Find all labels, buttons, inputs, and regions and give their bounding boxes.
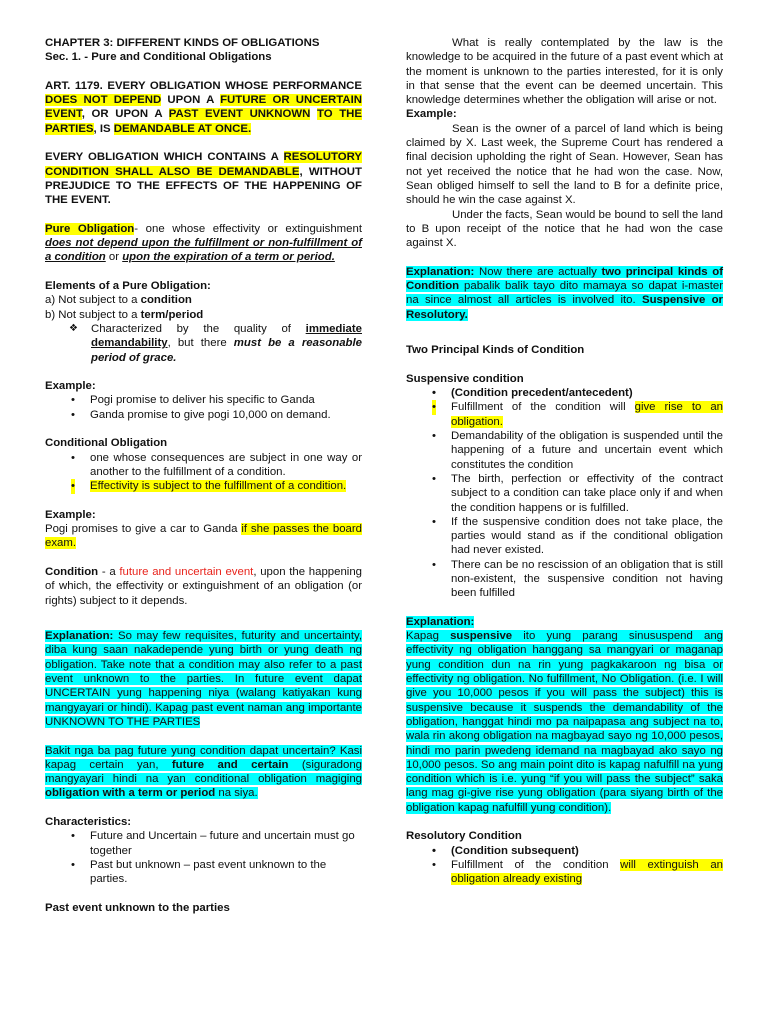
list-item: • Ganda promise to give pogi 10,000 on demand. [71, 408, 331, 421]
bullet-icon: • [432, 430, 436, 443]
list-item: • The birth, perfection or effectivity of the contract subject to a condition can take place only if and when the condition happens or is fulfilled. [432, 472, 723, 514]
conditional-obligation-title: Conditional Obligation [45, 437, 168, 450]
example-title: Example: [406, 108, 457, 121]
condition-definition: Condition - a future and uncertain event, upon the happening of which, the effectivity or extinguishment of an obligation (or rights) subject to it depends. [45, 565, 362, 607]
example-paragraph: Sean is the owner of a parcel of land which is being claimed by X. Last week, the Supreme Court has rendered a final decision upholding the right of Sean. However, Sean has not yet received the notice that he had won the case. Now, Sean obliged himself to sell the land to B for a definite price, should he win the case against X. [406, 122, 723, 207]
bullet-icon: • [71, 480, 75, 493]
article-paragraph-2: EVERY OBLIGATION WHICH CONTAINS A RESOLUTORY CONDITION SHALL ALSO BE DEMANDABLE, WITHOUT PREJUDICE TO THE EFFECTS OF THE HAPPENING OF THE EVENT. [45, 151, 362, 207]
explanation-paragraph: Explanation: So may few requisites, futurity and uncertainty, diba kung saan nakadepende yung birth or yung death ng obligation. Take note that a condition may also refer to a past event unknown to the parties. In future event dapat UNCERTAIN yung happening niya (walang katiyakan kung mangyayari or hindi). Kapag past event naman ang importante UNKNOWN TO THE PARTIES [45, 630, 362, 728]
bullet-icon: • [432, 401, 436, 414]
list-item: • Fulfillment of the condition will give rise to an obligation. [432, 401, 723, 428]
bullet-icon: • [432, 515, 436, 528]
bullet-icon: • [71, 394, 75, 407]
article-paragraph-1: ART. 1179. EVERY OBLIGATION WHOSE PERFORMANCE DOES NOT DEPEND UPON A FUTURE OR UNCERTAIN EVENT, OR UPON A PAST EVENT UNKNOWN TO THE PARTIES, IS DEMANDABLE AT ONCE. [45, 79, 362, 135]
example-title: Example: [45, 508, 96, 521]
example-paragraph: Under the facts, Sean would be bound to sell the land to B upon receipt of the notice that he had won the case against X. [406, 208, 723, 250]
bullet-icon: • [432, 472, 436, 485]
list-item: • Effectivity is subject to the fulfillment of a condition. [71, 480, 347, 493]
paragraph: What is really contemplated by the law is the knowledge to be acquired in the future of a past event which at the moment is unknown to the parties interested, for it is only in that sense that the event can be deemed uncertain. This knowledge determines whether the obligation will arise or not. [406, 37, 723, 107]
list-item: • (Condition precedent/antecedent) [432, 387, 633, 400]
list-item: • There can be no rescission of an obligation that is still non-existent, the suspensive condition not having been fulfilled [432, 558, 723, 600]
example-title: Example: [45, 380, 96, 393]
list-item: • Future and Uncertain – future and uncertain must go together [71, 830, 355, 857]
chapter-title: CHAPTER 3: DIFFERENT KINDS OF OBLIGATIONS [45, 37, 320, 49]
explanation-paragraph: Bakit nga ba pag future yung condition dapat uncertain? Kasi kapag certain yan, future and certain (siguradong mangyayari hindi na yan conditional obligation magiging obligation with a term or period na siya. [45, 744, 362, 800]
list-item: ❖ Characterized by the quality of immediate demandability, but there must be a reasonable period of grace. [69, 322, 362, 364]
list-item: • one whose consequences are subject in one way or another to the fulfillment of a condition. [71, 451, 362, 478]
bullet-icon: • [432, 387, 436, 400]
characteristics-title: Characteristics: [45, 816, 132, 829]
list-item: • Past but unknown – past event unknown to the parties. [71, 858, 327, 886]
list-item: • Pogi promise to deliver his specific to Ganda [71, 394, 315, 407]
section-title: Sec. 1. - Pure and Conditional Obligations [45, 51, 272, 64]
list-item: • If the suspensive condition does not take place, the parties would stand as if the conditional obligation had never existed. [432, 515, 723, 557]
right-column [406, 36, 723, 887]
list-item: • (Condition subsequent) [432, 844, 579, 857]
explanation-paragraph: Kapag suspensive ito yung parang sinususpend ang effectivity ng obligation hanggang sa mangyari or maganap yung condition dun na rin yung pagkakaroon ng bisa or effectivity ng obligation. No fulfillment, No Obligation. (i.e. I will give you 10,000 pesos if you will pass the subject) this is suspensive because it suspends the demandability of the obligation, hanggat hindi mo pa naipapasa ang subject na to, wala rin akong obligation na magbayad sayo ng 10,000 pesos, hindi mo parin pwedeng idemand na magbayad ako sayo ng 10,000 pesos. So ang main point dito is kapag nafulfill na yung condition which is i.e. yung “if you will pass the subject” saka lang mag gi-give rise yung obligation (para siyang birth of the obligation kapag nafulfill yung condition). [406, 630, 723, 814]
past-event-title: Past event unknown to the parties [45, 901, 230, 914]
bullet-icon: • [432, 558, 436, 571]
bullet-icon: • [432, 844, 436, 857]
bullet-icon: • [71, 408, 75, 421]
bullet-icon: • [71, 830, 75, 843]
two-kinds-title: Two Principal Kinds of Condition [406, 344, 585, 357]
left-column [45, 36, 362, 915]
example-text: Pogi promises to give a car to Ganda if she passes the board exam. [45, 523, 363, 550]
list-item: • Fulfillment of the condition will extinguish an obligation already existing [432, 858, 723, 886]
list-item: • Demandability of the obligation is suspended until the happening of a future and uncertain event which constitutes the condition [432, 430, 723, 471]
resolutory-title: Resolutory Condition [406, 830, 522, 843]
element-b: b) Not subject to a term/period [45, 308, 204, 321]
bullet-icon: • [432, 858, 436, 871]
explanation-title: Explanation: [406, 615, 475, 628]
pure-obligation-definition: Pure Obligation- one whose effectivity or extinguishment does not depend upon the fulfillment or non-fulfillment of a condition or upon the expiration of a term or period. [45, 222, 362, 264]
elements-title: Elements of a Pure Obligation: [45, 280, 211, 293]
element-a: a) Not subject to a condition [45, 294, 192, 307]
bullet-icon: • [71, 451, 75, 464]
suspensive-title: Suspensive condition [406, 372, 524, 385]
explanation-paragraph: Explanation: Now there are actually two principal kinds of Condition pabalik balik tayo dito mamaya so dapat i-master na since almost all articles is involved ito. Suspensive or Resolutory. [406, 265, 723, 321]
diamond-bullet-icon: ❖ [69, 322, 78, 334]
bullet-icon: • [71, 858, 75, 871]
